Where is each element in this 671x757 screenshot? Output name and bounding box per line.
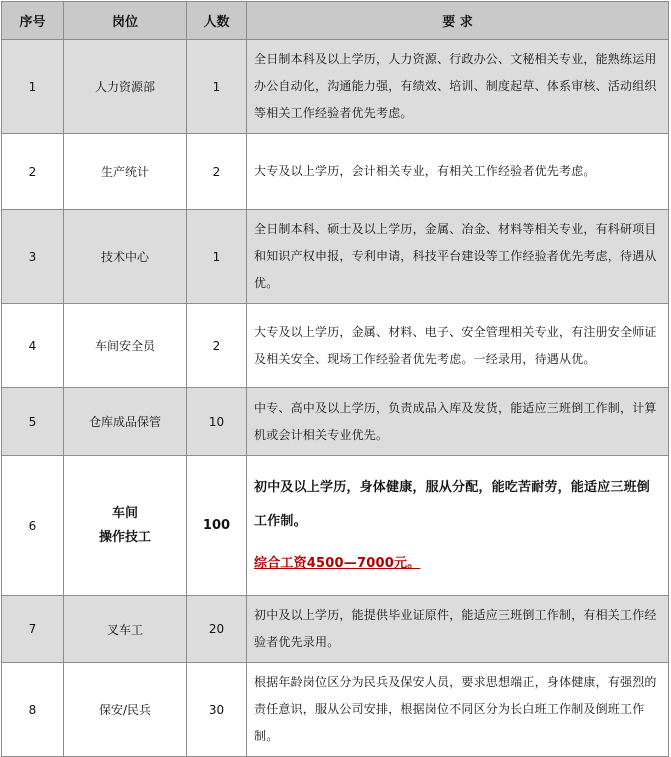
header-position: 岗位 [64,2,187,40]
row-count: 1 [187,210,247,304]
table-row [2,456,669,596]
row-no: 4 [2,304,64,388]
row-position: 生产统计 [64,134,187,210]
header-no: 序号 [2,2,64,40]
table-row [2,663,669,757]
row-requirement: 根据年龄岗位区分为民兵及保安人员，要求思想端正，身体健康，有强烈的责任意识，服从公司安排，根据岗位不同区分为长白班工作制及倒班工作制。 [247,663,669,757]
row-requirement: 中专、高中及以上学历，负责成品入库及发货，能适应三班倒工作制，计算机或会计相关专业优先。 [247,388,669,456]
row-no: 3 [2,210,64,304]
row-no: 2 [2,134,64,210]
row-no: 6 [2,456,64,596]
row-requirement: 全日制本科、硕士及以上学历，金属、冶金、材料等相关专业，有科研项目和知识产权申报，专利申请，科技平台建设等工作经验者优先考虑，待遇从优。 [247,210,669,304]
row-count: 20 [187,596,247,663]
row-position: 人力资源部 [64,40,187,134]
table-row [2,304,669,388]
row-count: 1 [187,40,247,134]
row-count: 100 [187,456,247,596]
row-position-line2: 操作技工 [98,529,151,545]
row-position-line1: 车间 [111,505,138,521]
row-no: 1 [2,40,64,134]
row-no: 8 [2,663,64,757]
row-no: 5 [2,388,64,456]
row-no: 7 [2,596,64,663]
row-requirement: 全日制本科及以上学历，人力资源、行政办公、文秘相关专业，能熟练运用办公自动化，沟通能力强，有绩效、培训、制度起草、体系审核、活动组织等相关工作经验者优先考虑。 [247,40,669,134]
table-row [2,596,669,663]
table-row [2,40,669,134]
row-requirement-text: 初中及以上学历，身体健康，服从分配，能吃苦耐劳，能适应三班倒工作制。 [254,479,651,529]
table-row [2,210,669,304]
row-count: 2 [187,134,247,210]
row-count: 2 [187,304,247,388]
row-position: 车间安全员 [64,304,187,388]
salary-text: 综合工资4500—7000元。 [254,555,421,571]
row-count: 10 [187,388,247,456]
row-position [64,456,187,596]
row-position: 仓库成品保管 [64,388,187,456]
table-row [2,388,669,456]
table-row [2,134,669,210]
row-position: 叉车工 [64,596,187,663]
table-header-row [2,2,669,40]
recruitment-table [1,1,669,757]
row-position: 技术中心 [64,210,187,304]
row-requirement: 初中及以上学历，能提供毕业证原件，能适应三班倒工作制，有相关工作经验者优先录用。 [247,596,669,663]
row-requirement: 大专及以上学历，金属、材料、电子、安全管理相关专业，有注册安全师证及相关安全、现场工作经验者优先考虑。一经录用，待遇从优。 [247,304,669,388]
row-requirement [247,456,669,596]
header-requirement: 要 求 [247,2,669,40]
header-count: 人数 [187,2,247,40]
row-position: 保安/民兵 [64,663,187,757]
row-requirement: 大专及以上学历，会计相关专业，有相关工作经验者优先考虑。 [247,134,669,210]
row-count: 30 [187,663,247,757]
